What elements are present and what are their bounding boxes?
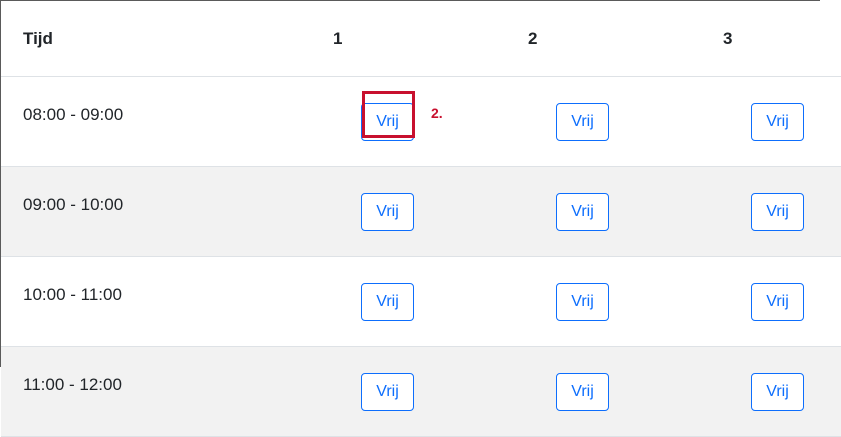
vrij-button[interactable]: Vrij — [556, 103, 609, 141]
column-header-1: 1 — [333, 1, 528, 77]
time-slot-label: 09:00 - 10:00 — [1, 167, 333, 257]
table-row — [1, 167, 841, 257]
step-label: 2. — [431, 105, 443, 121]
column-header-2: 2 — [528, 1, 723, 77]
time-slot-label: 11:00 - 12:00 — [1, 347, 333, 437]
vrij-button[interactable]: Vrij — [556, 193, 609, 231]
column-header-time: Tijd — [1, 1, 333, 77]
table-row — [1, 257, 841, 347]
vrij-button[interactable]: Vrij — [556, 373, 609, 411]
vrij-button[interactable]: Vrij — [361, 193, 414, 231]
vrij-button[interactable]: Vrij — [556, 283, 609, 321]
time-slot-label: 08:00 - 09:00 — [1, 77, 333, 167]
vrij-button[interactable]: Vrij — [751, 193, 804, 231]
table-header-row — [1, 1, 841, 77]
vrij-button[interactable]: Vrij — [361, 373, 414, 411]
time-slot-label: 10:00 - 11:00 — [1, 257, 333, 347]
vrij-button[interactable]: Vrij — [361, 283, 414, 321]
vrij-button[interactable]: Vrij — [361, 103, 414, 141]
schedule-table — [1, 1, 841, 437]
table-row — [1, 77, 841, 167]
vrij-button[interactable]: Vrij — [751, 283, 804, 321]
vrij-button[interactable]: Vrij — [751, 373, 804, 411]
column-header-3: 3 — [723, 1, 841, 77]
table-row — [1, 347, 841, 437]
vrij-button[interactable]: Vrij — [751, 103, 804, 141]
